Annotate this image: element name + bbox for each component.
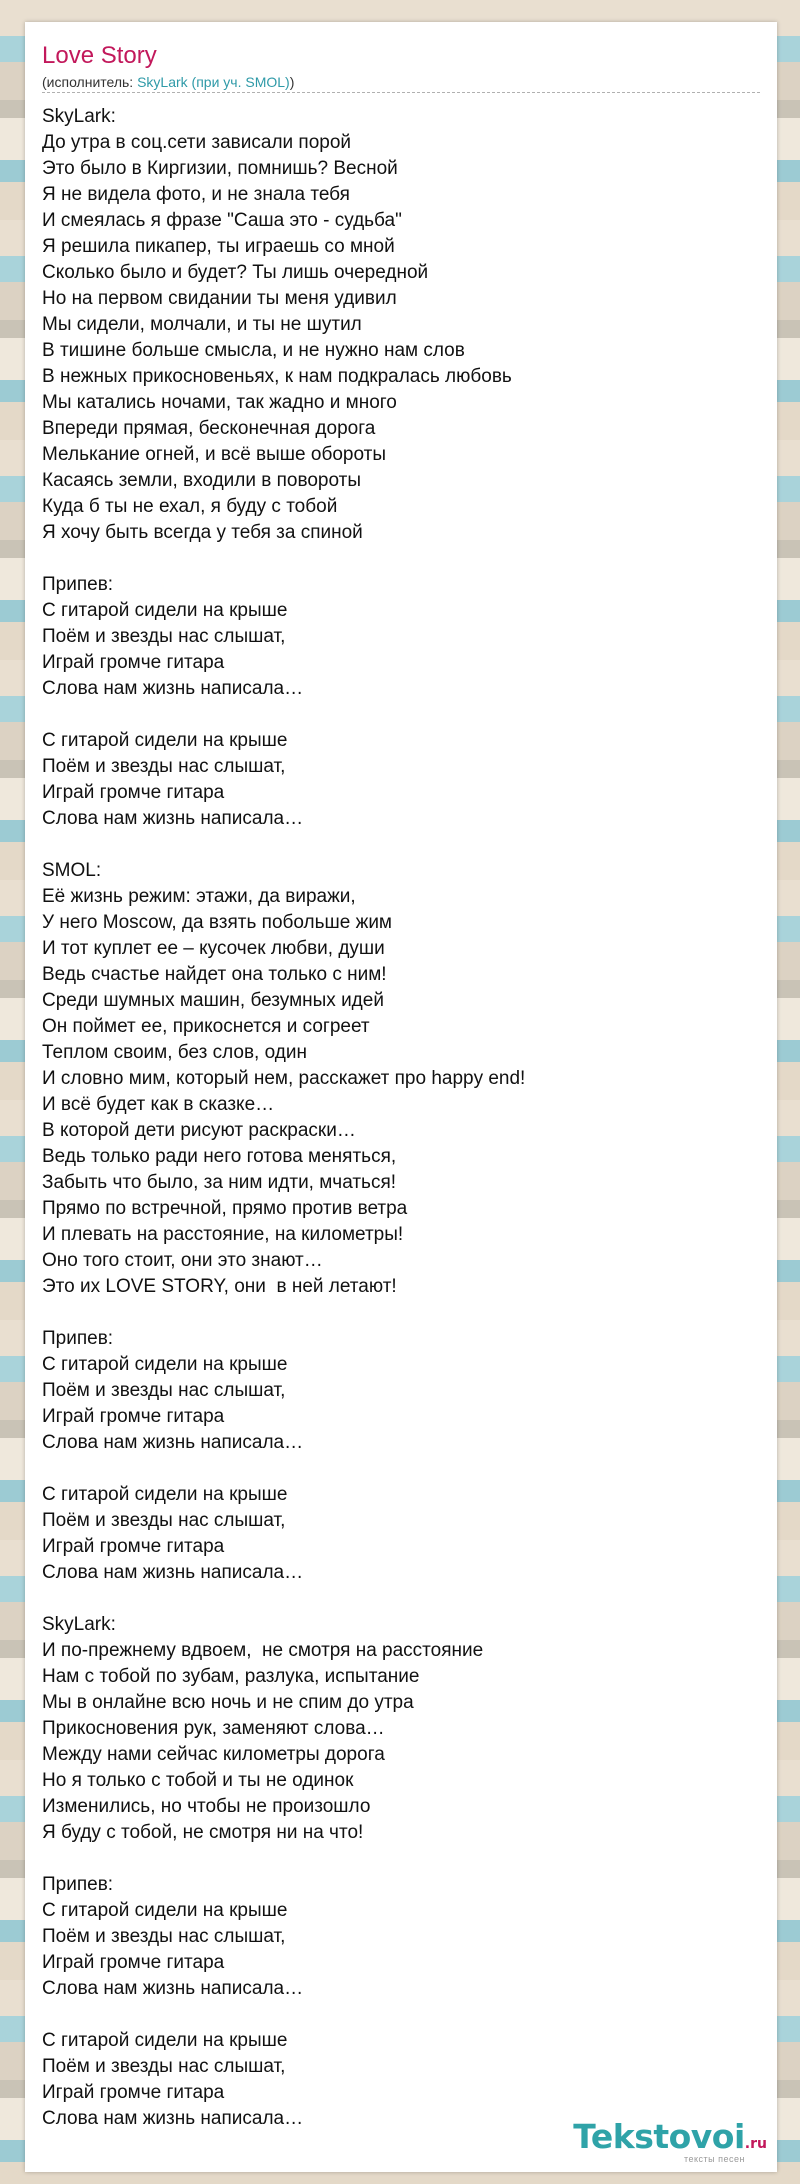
lyric-line: Между нами сейчас километры дорога: [42, 1744, 385, 1765]
lyric-line: Впереди прямая, бесконечная дорога: [42, 418, 376, 439]
lyric-line: Поём и звезды нас слышат,: [42, 1510, 286, 1531]
lyrics-stanza: [42, 1482, 742, 1586]
lyric-line: Изменились, но чтобы не произошло: [42, 1796, 371, 1817]
lyrics-stanza: [42, 1326, 742, 1456]
lyric-line: С гитарой сидели на крыше: [42, 2030, 288, 2051]
lyric-line: Мелькание огней, и всё выше обороты: [42, 444, 386, 465]
lyrics-stanza: [42, 1612, 742, 1846]
lyric-line: Слова нам жизнь написала…: [42, 678, 304, 699]
lyric-line: Играй громче гитара: [42, 652, 225, 673]
lyric-line: Он поймет ее, прикоснется и согреет: [42, 1016, 370, 1037]
lyric-line: Слова нам жизнь написала…: [42, 808, 304, 829]
stanza-label: Припев:: [42, 1328, 114, 1349]
lyric-line: С гитарой сидели на крыше: [42, 730, 288, 751]
lyric-line: Поём и звезды нас слышат,: [42, 626, 286, 647]
lyric-line: Слова нам жизнь написала…: [42, 1978, 304, 1999]
lyric-line: Оно того стоит, они это знают…: [42, 1250, 323, 1271]
lyric-line: Но на первом свидании ты меня удивил: [42, 288, 397, 309]
lyrics-stanza: [42, 1872, 742, 2002]
lyric-line: Я буду с тобой, не смотря ни на что!: [42, 1822, 364, 1843]
lyric-line: Слова нам жизнь написала…: [42, 2108, 304, 2129]
stanza-label: Припев:: [42, 574, 114, 595]
lyric-line: Я хочу быть всегда у тебя за спиной: [42, 522, 363, 543]
lyric-line: С гитарой сидели на крыше: [42, 1900, 288, 1921]
logo-wordmark: [573, 2117, 767, 2156]
lyric-line: В нежных прикосновеньях, к нам подкралась любовь: [42, 366, 512, 387]
lyric-line: Поём и звезды нас слышат,: [42, 756, 286, 777]
stanza-label: SMOL:: [42, 860, 102, 881]
lyrics-stanza: [42, 858, 742, 1300]
logo-subtitle: тексты песен: [683, 2154, 745, 2164]
lyrics-text: [42, 104, 742, 2132]
lyric-line: Играй громче гитара: [42, 1406, 225, 1427]
lyric-line: Ведь счастье найдет она только с ним!: [42, 964, 387, 985]
lyric-line: До утра в соц.сети зависали порой: [42, 132, 352, 153]
lyric-line: У него Moscow, да взять побольше жим: [42, 912, 392, 933]
lyric-line: И словно мим, который нем, расскажет про happy end!: [42, 1068, 526, 1089]
logo-main-text: Tekstovoi: [573, 2117, 745, 2156]
lyric-line: Слова нам жизнь написала…: [42, 1562, 304, 1583]
lyric-line: Но я только с тобой и ты не одинок: [42, 1770, 354, 1791]
lyric-line: Это их LOVE STORY, они в ней летают!: [42, 1276, 397, 1297]
logo-tld: .ru: [744, 2136, 767, 2152]
lyric-line: Играй громче гитара: [42, 1536, 225, 1557]
lyrics-stanza: [42, 572, 742, 702]
lyric-line: Прикосновения рук, заменяют слова…: [42, 1718, 385, 1739]
lyric-line: И всё будет как в сказке…: [42, 1094, 275, 1115]
lyric-line: Касаясь земли, входили в повороты: [42, 470, 362, 491]
song-title: Love Story: [42, 42, 157, 69]
lyrics-card: [25, 22, 777, 2172]
lyric-line: Мы сидели, молчали, и ты не шутил: [42, 314, 362, 335]
stanza-label: Припев:: [42, 1874, 114, 1895]
stanza-label: SkyLark:: [42, 106, 116, 127]
lyric-line: Куда б ты не ехал, я буду с тобой: [42, 496, 338, 517]
lyric-line: Ведь только ради него готова меняться,: [42, 1146, 397, 1167]
stanza-label: SkyLark:: [42, 1614, 116, 1635]
lyric-line: Нам с тобой по зубам, разлука, испытание: [42, 1666, 420, 1687]
lyric-line: В которой дети рисуют раскраски…: [42, 1120, 356, 1141]
lyric-line: С гитарой сидели на крыше: [42, 1484, 288, 1505]
lyric-line: Я решила пикапер, ты играешь со мной: [42, 236, 395, 257]
lyric-line: Забыть что было, за ним идти, мчаться!: [42, 1172, 397, 1193]
artist-suffix: ): [289, 74, 295, 90]
lyric-line: Слова нам жизнь написала…: [42, 1432, 304, 1453]
lyric-line: Поём и звезды нас слышат,: [42, 2056, 286, 2077]
lyrics-stanza: [42, 104, 742, 546]
lyric-line: Прямо по встречной, прямо против ветра: [42, 1198, 408, 1219]
artist-link[interactable]: SkyLark (при уч. SMOL): [137, 74, 290, 90]
lyric-line: Поём и звезды нас слышат,: [42, 1380, 286, 1401]
lyric-line: Мы катались ночами, так жадно и много: [42, 392, 397, 413]
lyric-line: И по-прежнему вдвоем, не смотря на расстояние: [42, 1640, 484, 1661]
artist-prefix: (исполнитель:: [42, 74, 138, 90]
lyric-line: Поём и звезды нас слышат,: [42, 1926, 286, 1947]
lyric-line: Я не видела фото, и не знала тебя: [42, 184, 350, 205]
title-divider: [42, 92, 760, 93]
lyric-line: Сколько было и будет? Ты лишь очередной: [42, 262, 429, 283]
lyric-line: В тишине больше смысла, и не нужно нам слов: [42, 340, 465, 361]
lyric-line: Её жизнь режим: этажи, да виражи,: [42, 886, 356, 907]
lyric-line: Играй громче гитара: [42, 782, 225, 803]
lyric-line: Это было в Киргизии, помнишь? Весной: [42, 158, 398, 179]
lyric-line: С гитарой сидели на крыше: [42, 600, 288, 621]
lyric-line: И плевать на расстояние, на километры!: [42, 1224, 404, 1245]
lyric-line: Среди шумных машин, безумных идей: [42, 990, 384, 1011]
lyric-line: С гитарой сидели на крыше: [42, 1354, 288, 1375]
site-logo[interactable]: [573, 2117, 767, 2164]
lyric-line: И тот куплет ее – кусочек любви, души: [42, 938, 385, 959]
lyric-line: И смеялась я фразе "Саша это - судьба": [42, 210, 402, 231]
artist-line: [42, 74, 294, 90]
lyric-line: Теплом своим, без слов, один: [42, 1042, 307, 1063]
lyric-line: Мы в онлайне всю ночь и не спим до утра: [42, 1692, 414, 1713]
lyric-line: Играй громче гитара: [42, 1952, 225, 1973]
lyric-line: Играй громче гитара: [42, 2082, 225, 2103]
lyrics-stanza: [42, 728, 742, 832]
